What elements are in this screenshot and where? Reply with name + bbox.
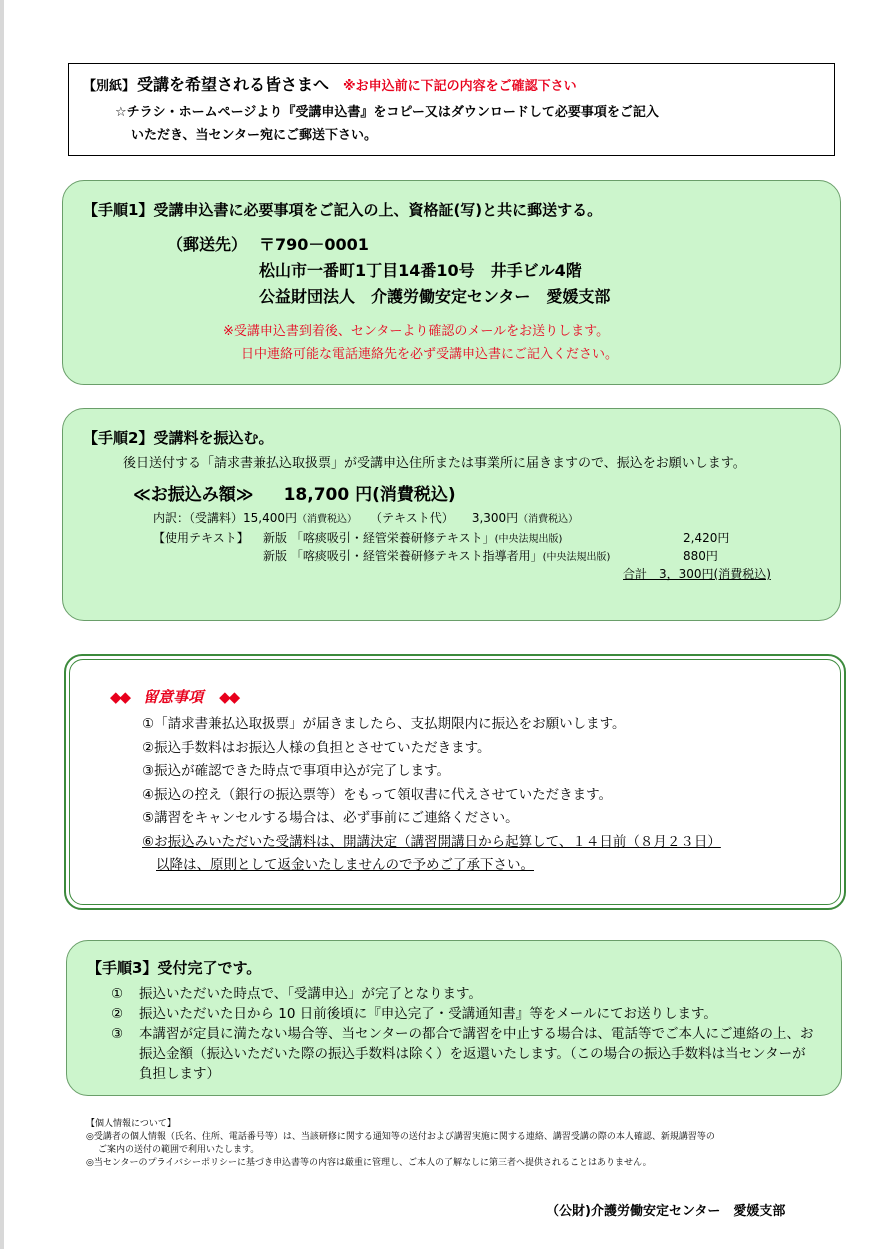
privacy-notice: [86, 1118, 826, 1170]
textbook-row: [153, 529, 820, 547]
header-title: 受講を希望される皆さまへ: [137, 75, 330, 94]
privacy-title: 【個人情報について】: [86, 1119, 176, 1129]
breakdown-label: 内訳：（受講料）: [153, 511, 244, 525]
note-item: ⑤講習をキャンセルする場合は、必ず事前にご連絡ください。: [142, 810, 519, 826]
privacy-line: ご案内の送付の範囲で利用いたします。: [98, 1145, 260, 1155]
step1-box: [62, 180, 841, 385]
notes-title: 留意事項: [143, 688, 204, 706]
mailing-address: [167, 232, 820, 310]
text-fee: 3,300円: [471, 511, 519, 525]
step1-note: 日中連絡可能な電話連絡先を必ず受講申込書にご記入ください。: [241, 347, 619, 362]
step2-text: 後日送付する「請求書兼払込取扱票」が受講申込住所または事業所に届きますので、振込をお願いします。: [123, 456, 746, 471]
note-item: ④振込の控え（銀行の振込票等）をもって領収書に代えさせていただきます。: [142, 786, 613, 803]
organization-name: 公益財団法人 介護労働安定センター 愛媛支部: [259, 287, 611, 306]
diamond-icon: ◆◆: [219, 688, 239, 706]
step1-title: 【手順1】受講申込書に必要事項をご記入の上、資格証(写)と共に郵送する。: [83, 201, 603, 219]
step3-item: [111, 1004, 821, 1024]
text-fee-label: （テキスト代）: [376, 511, 448, 525]
item-number: ②: [111, 1006, 124, 1022]
step3-box: [66, 940, 842, 1096]
item-text: 本講習が定員に満たない場合等、当センターの都合で講習を中止する場合は、電話等でご本人にご連絡の上、お振込金額（振込いただいた際の振込手数料は除く）を返還いたします。（この場合の振込手数料は当センターが負担します）: [139, 1026, 814, 1082]
item-number: ①: [111, 986, 124, 1002]
postal-code: 〒790－0001: [259, 235, 369, 254]
header-notice: ※お申込前に下記の内容をご確認下さい: [343, 79, 577, 94]
step2-title: 【手順2】受講料を振込む。: [83, 429, 274, 447]
textbook-publisher: (中央法規出版): [494, 534, 563, 545]
diamond-icon: ◆◆: [110, 688, 130, 706]
privacy-line: ◎受講者の個人情報（氏名、住所、電話番号等）は、当該研修に関する通知等の送付および講習実施に関する連絡、講習受講の際の本人確認、新規講習等の: [86, 1132, 715, 1142]
notes-heading: [110, 686, 820, 707]
note-item: ②振込手数料はお振込人様の負担とさせていただきます。: [142, 739, 491, 756]
header-box: [68, 63, 835, 156]
textbook-list: [153, 529, 820, 565]
textbook-publisher: (中央法規出版): [542, 552, 611, 563]
item-text: 振込いただいた日から 10 日前後頃に『申込完了・受講通知書』等をメールにてお送りします。: [139, 1006, 717, 1022]
header-instruction-cont: いただき、当センター宛にご郵送下さい。: [131, 128, 377, 143]
step3-list: [111, 984, 821, 1084]
step2-box: [62, 408, 841, 621]
amount-value: 18,700 円(消費税込): [283, 485, 456, 505]
textbook-label: 【使用テキスト】: [153, 531, 249, 545]
notes-list: [142, 713, 820, 878]
step3-item: [111, 1024, 821, 1084]
fee-breakdown: [153, 509, 820, 529]
textbook-total: 合計 3，300円(消費税込): [623, 567, 771, 581]
note-item: ③振込が確認できた時点で事項申込が完了します。: [142, 763, 451, 779]
street-address: 松山市一番町1丁目14番10号 井手ビル4階: [259, 261, 582, 280]
amount-label: ≪お振込み額≫: [133, 485, 254, 505]
textbook-name: 新版 「喀痰吸引・経管栄養研修テキスト指導者用」: [263, 549, 543, 563]
textbook-price: 2,420円: [683, 531, 730, 545]
address-label: （郵送先）: [167, 235, 248, 254]
page-edge: [0, 0, 4, 1249]
step3-item: [111, 984, 821, 1004]
step1-notes: [223, 320, 820, 366]
header-tag: 【別紙】: [83, 79, 136, 94]
note-item: ⑥お振込みいただいた受講料は、開講決定（講習開講日から起算して、１４日前（８月２３日）: [142, 833, 721, 850]
notes-box: [64, 654, 846, 910]
step1-note: ※受講申込書到着後、センターより確認のメールをお送りします。: [223, 324, 610, 339]
note-item-cont: 以降は、原則として返金いたしませんので予めご了承下さい。: [156, 857, 534, 873]
textbook-price: 880円: [683, 549, 718, 563]
header-line: [83, 72, 820, 95]
payment-amount: [133, 480, 820, 505]
item-text: 振込いただいた時点で、「受講申込」が完了となります。: [139, 986, 482, 1002]
text-fee-tax-note: （消費税込）: [518, 514, 579, 525]
item-number: ③: [111, 1026, 124, 1042]
privacy-line: ◎当センターのプライバシーポリシーに基づき申込書等の内容は厳重に管理し、ご本人の了解なしに第三者へ提供されることはありません。: [86, 1158, 652, 1168]
textbook-row: [153, 547, 820, 565]
step3-title: 【手順3】受付完了です。: [87, 959, 262, 977]
footer-org: （公財)介護労働安定センター 愛媛支部: [546, 1204, 786, 1219]
course-fee: 15,400円: [243, 511, 298, 525]
textbook-name: 新版 「喀痰吸引・経管栄養研修テキスト」: [263, 531, 495, 545]
header-instruction: ☆チラシ・ホームページより『受講申込書』をコピー又はダウンロードして必要事項をご記入: [115, 105, 659, 120]
note-item: ①「請求書兼払込取扱票」が届きましたら、支払期限内に振込をお願いします。: [142, 716, 626, 732]
fee-tax-note: （消費税込）: [297, 514, 353, 525]
